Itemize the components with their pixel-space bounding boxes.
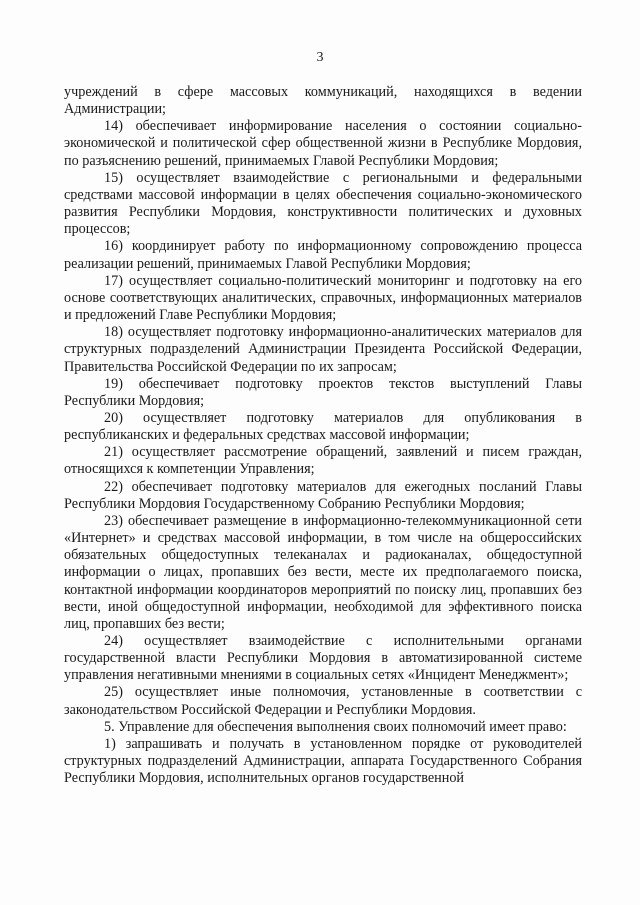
paragraph-item-17: 17) осуществляет социально-политический мониторинг и подготовку на его основе соответствующих аналитических, справочных, информационных материалов и предложений Главе Республики Мордовия; bbox=[64, 272, 582, 324]
paragraph-item-15: 15) осуществляет взаимодействие с региональными и федеральными средствами массовой информации в целях обеспечения социально-экономического развития Республики Мордовия, конструктивности политических и духовных процессов; bbox=[64, 169, 582, 238]
paragraph-item-25: 25) осуществляет иные полномочия, установленные в соответствии с законодательством Российской Федерации и Республики Мордовия. bbox=[64, 684, 582, 718]
paragraph-item-19: 19) обеспечивает подготовку проектов текстов выступлений Главы Республики Мордовия; bbox=[64, 375, 582, 409]
paragraph-right-1: 1) запрашивать и получать в установленном порядке от руководителей структурных подразделений Администрации, аппарата Государственного Собрания Республики Мордовия, исполнительных органов государственной bbox=[64, 735, 582, 787]
paragraph-item-24: 24) осуществляет взаимодействие с исполнительными органами государственной власти Республики Мордовия в автоматизированной системе управления негативными мнениями в социальных сетях «Инцидент Менеджмент»; bbox=[64, 633, 582, 684]
paragraph-item-14: 14) обеспечивает информирование населения о состоянии социально-экономической и политической сфер общественной жизни в Республике Мордовия, по разъяснению решений, принимаемых Главой Республики Мордовия; bbox=[64, 118, 582, 169]
paragraph-item-20: 20) осуществляет подготовку материалов для опубликования в республиканских и федеральных средствах массовой информации; bbox=[64, 409, 582, 444]
document-body bbox=[64, 84, 582, 787]
paragraph-continuation: учреждений в сфере массовых коммуникаций, находящихся в ведении Администрации; bbox=[64, 84, 582, 118]
paragraph-section-5: 5. Управление для обеспечения выполнения своих полномочий имеет право: bbox=[104, 718, 567, 735]
paragraph-item-16: 16) координирует работу по информационному сопровождению процесса реализации решений, принимаемых Главой Республики Мордовия; bbox=[64, 238, 582, 272]
paragraph-item-18: 18) осуществляет подготовку информационно-аналитических материалов для структурных подразделений Администрации Президента Российской Федерации, Правительства Российской Федерации по их запросам; bbox=[64, 324, 582, 375]
page-number: 3 bbox=[316, 50, 324, 65]
paragraph-item-21: 21) осуществляет рассмотрение обращений, заявлений и писем граждан, относящихся к компетенции Управления; bbox=[64, 444, 582, 478]
paragraph-item-22: 22) обеспечивает подготовку материалов для ежегодных посланий Главы Республики Мордовия Государственному Собранию Республики Мордовия; bbox=[64, 478, 582, 512]
paragraph-item-23: 23) обеспечивает размещение в информационно-телекоммуникационной сети «Интернет» и средствах массовой информации, в том числе на общероссийских обязательных общедоступных телеканалах и радиоканалах, общедоступной информации о лицах, пропавших без вести, месте их предполагаемого поиска, контактной информации координаторов мероприятий по поиску лиц, пропавших без вести, иной общедоступной информации, необходимой для эффективного поиска лиц, пропавших без вести; bbox=[64, 512, 582, 632]
